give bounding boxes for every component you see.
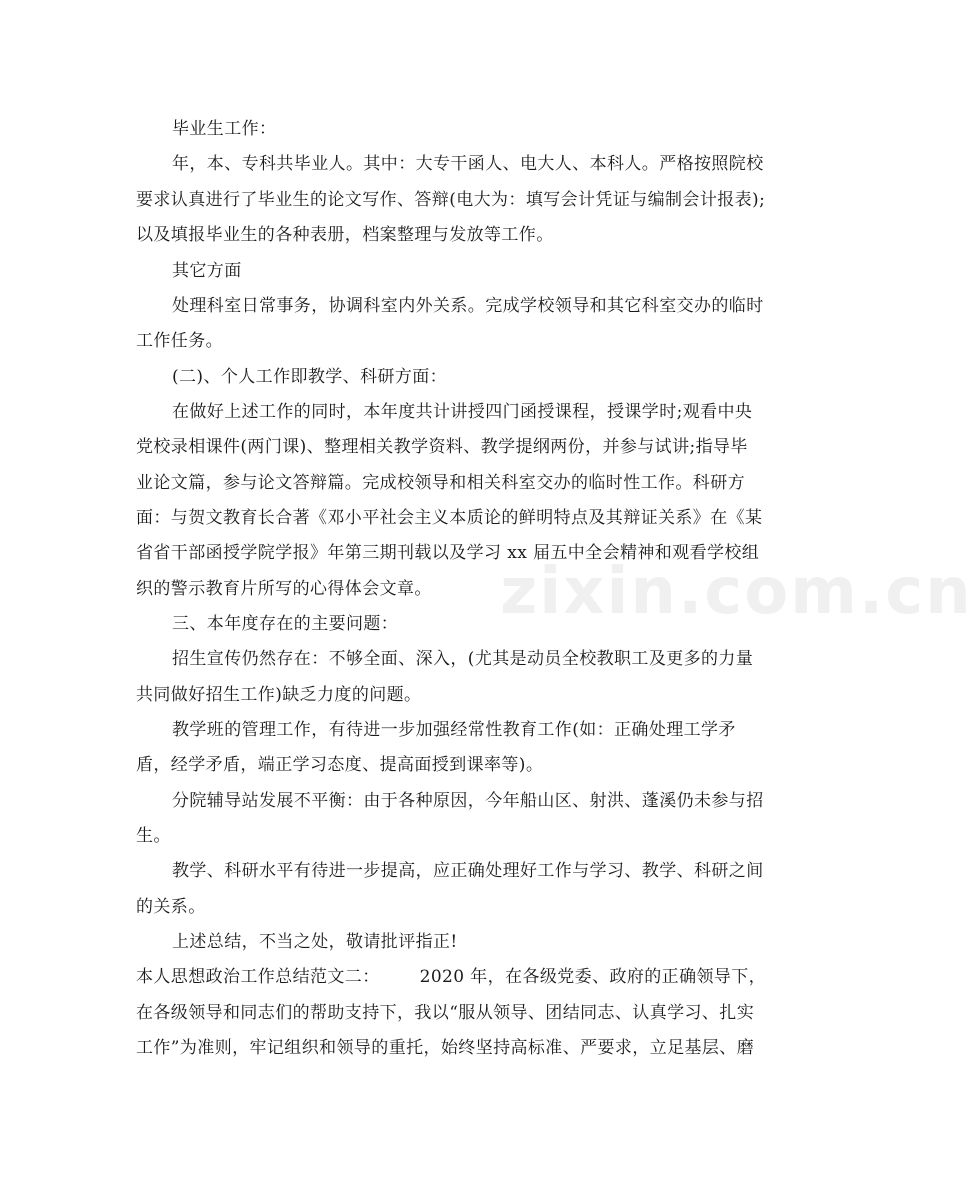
- sample-two-opening: 2020 年，在各级党委、政府的正确领导下，: [419, 967, 767, 987]
- paragraph-line: 教学、科研水平有待进一步提高，应正确处理好工作与学习、教学、科研之间: [172, 861, 764, 881]
- paragraph-line: 生。: [136, 826, 171, 846]
- paragraph-line: 面：与贺文教育长合著《邓小平社会主义本质论的鲜明特点及其辩证关系》在《某: [136, 508, 763, 528]
- section-heading-problems: 三、本年度存在的主要问题：: [172, 614, 399, 634]
- paragraph-line: 年，本、专科共毕业人。其中：大专干函人、电大人、本科人。严格按照院校: [172, 154, 764, 174]
- sample-two-title: 本人思想政治工作总结范文二：: [136, 967, 380, 987]
- paragraph-line: 的关系。: [136, 897, 206, 917]
- paragraph-line: 工作”为准则，牢记组织和领导的重托，始终坚持高标准、严要求，立足基层、磨: [136, 1038, 755, 1058]
- paragraph-line: 共同做好招生工作)缺乏力度的问题。: [136, 685, 422, 705]
- paragraph-line: 工作任务。: [136, 331, 223, 351]
- paragraph-line: 在做好上述工作的同时，本年度共计讲授四门函授课程，授课学时;观看中央: [172, 402, 753, 422]
- paragraph-line: 处理科室日常事务，协调科室内外关系。完成学校领导和其它科室交办的临时: [172, 296, 764, 316]
- paragraph-line: 织的警示教育片所写的心得体会文章。: [136, 579, 432, 599]
- paragraph-line: 要求认真进行了毕业生的论文写作、答辩(电大为：填写会计凭证与编制会计报表);: [136, 190, 766, 210]
- paragraph-line: 党校录相课件(两门课)、整理相关教学资料、教学提纲两份，并参与试讲;指导毕: [136, 437, 748, 457]
- section-heading-other: 其它方面: [172, 261, 242, 281]
- section-heading-graduates: 毕业生工作：: [172, 119, 277, 139]
- sample-two-heading: [136, 965, 766, 989]
- paragraph-line: 盾，经学矛盾，端正学习态度、提高面授到课率等)。: [136, 755, 544, 775]
- paragraph-line: 分院辅导站发展不平衡：由于各种原因，今年船山区、射洪、蓬溪仍未参与招: [172, 791, 764, 811]
- paragraph-line: 在各级领导和同志们的帮助支持下，我以“服从领导、团结同志、认真学习、扎实: [136, 1003, 755, 1023]
- paragraph-line: 教学班的管理工作，有待进一步加强经常性教育工作(如：正确处理工学矛: [172, 720, 736, 740]
- closing-line: 上述总结，不当之处，敬请批评指正!: [172, 932, 458, 952]
- paragraph-line: 省省干部函授学院学报》年第三期刊载以及学习 xx 届五中全会精神和观看学校组: [136, 543, 760, 563]
- watermark: zixin.com.cn: [500, 555, 973, 629]
- paragraph-line: 招生宣传仍然存在：不够全面、深入，(尤其是动员全校教职工及更多的力量: [172, 649, 754, 669]
- paragraph-line: 以及填报毕业生的各种表册，档案整理与发放等工作。: [136, 225, 554, 245]
- paragraph-line: 业论文篇，参与论文答辩篇。完成校领导和相关科室交办的临时性工作。科研方: [136, 473, 745, 493]
- section-heading-personal: (二)、个人工作即教学、科研方面：: [172, 367, 448, 387]
